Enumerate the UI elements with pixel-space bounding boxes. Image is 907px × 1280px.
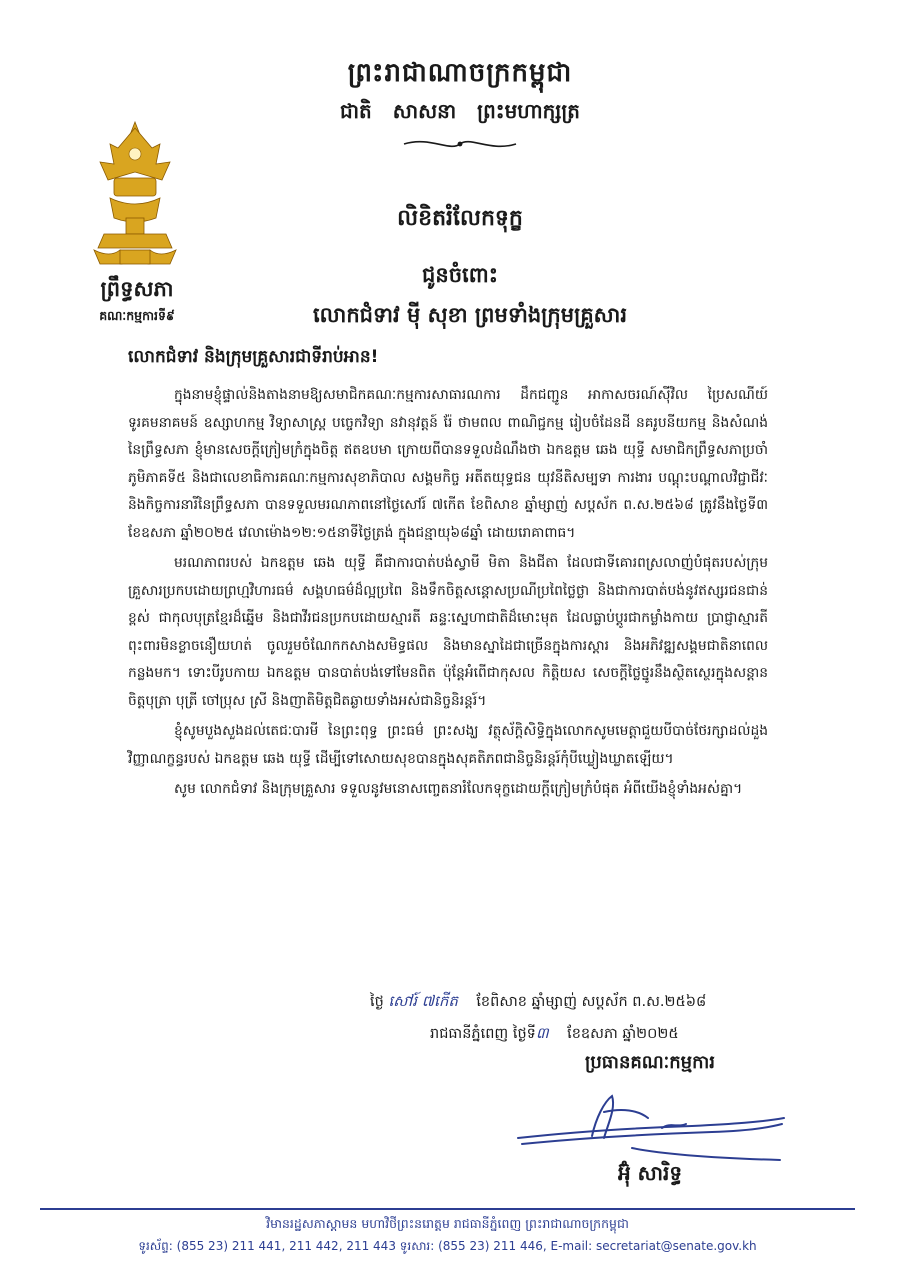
footer-contact: ទូរស័ព្ទ: (855 23) 211 441, 211 442, 211 443 ទូរសារ: (855 23) 211 446, E-mail: secretariat@senate.gov.kh	[138, 1239, 757, 1253]
body-paragraph: ក្នុងនាមខ្ញុំផ្ទាល់និងតាងនាមឱ្យសមាជិកគណៈកម្មការសាធារណការ ដឹកជញ្ជូន អាកាសចរណ៍ស៊ីវិល ប្រៃសណីយ៍ ទូរគមនាគមន៍ ឧស្សាហកម្ម វិទ្យាសាស្ត្រ បច្ចេកវិទ្យា នវានុវត្តន៍ រ៉ែ ថាមពល ពាណិជ្ជកម្ម រៀបចំដែនដី នគរូបនីយកម្ម និងសំណង់នៃព្រឹទ្ធសភា ខ្ញុំមានសេចក្តីក្រៀមក្រំក្នុងចិត្ត ឥតឧបមា ក្រោយពីបានទទួលដំណឹងថា ឯកឧត្តម ឆេង យុទ្ធី សមាជិកព្រឹទ្ធសភាប្រចាំភូមិភាគទី៥ និងជាលេខាធិការគណៈកម្មការសុខាភិបាល សង្គមកិច្ច អតីតយុទ្ធជន យុវនីតិសម្បទា ការងារ បណ្តុះបណ្តាលវិជ្ជាជីវៈ និងកិច្ចការនារីនៃព្រឹទ្ធសភា បានទទួលមរណភាពនៅថ្ងៃសៅរ៍ ៧កើត ខែពិសាខ ឆ្នាំម្សាញ់ សប្តស័ក ព.ស.២៥៦៨ ត្រូវនឹងថ្ងៃទី៣ ខែឧសភា ឆ្នាំ២០២៥ វេលាម៉ោង១២:១៥នាទីថ្ងៃត្រង់ ក្នុងជន្មាយុ៦៨ឆ្នាំ ដោយរោគាពាធ។	[128, 387, 768, 541]
document-title: លិខិតរំលែកទុក្ខ	[397, 205, 523, 231]
addressee-label: ជូនចំពោះ	[422, 262, 498, 287]
senate-emblem-icon	[90, 118, 180, 268]
solar-date-handwritten: ៣	[535, 1024, 549, 1042]
handwritten-signature	[512, 1088, 792, 1168]
footer-divider	[40, 1208, 855, 1210]
signatory-name: អ៊ុំ សារិទ្ធ	[617, 1161, 683, 1185]
salutation: លោកជំទាវ និងក្រុមគ្រួសារជាទីរាប់អាន!	[128, 347, 379, 367]
solar-date-line	[430, 1024, 850, 1046]
solar-date-prefix: រាជធានីភ្នំពេញ ថ្ងៃទី	[430, 1026, 536, 1042]
lunar-date-suffix: ខែពិសាខ ឆ្នាំម្សាញ់ សប្តស័ក ព.ស.២៥៦៨	[476, 994, 707, 1010]
kingdom-heading: ព្រះរាជាណាចក្រកម្ពុជា	[347, 58, 573, 88]
organization-name: ព្រឹទ្ធសភា	[100, 276, 174, 301]
lunar-date-prefix: ថ្ងៃ	[370, 994, 384, 1010]
divider-ornament	[400, 134, 520, 154]
body-paragraph: សូម លោកជំទាវ និងក្រុមគ្រួសារ ទទួលនូវមនោសញ្ចេតនារំលែកទុក្ខដោយក្តីក្រៀមក្រំបំផុត អំពីយើងខ្ញុំទាំងអស់គ្នា។	[174, 781, 743, 797]
signatory-title: ប្រធានគណៈកម្មការ	[585, 1052, 715, 1073]
body-paragraph: ខ្ញុំសូមបួងសួងដល់តេជៈបារមី នៃព្រះពុទ្ធ ព្រះធម៌ ព្រះសង្ឃ វត្ថុស័ក្តិសិទ្ធិក្នុងលោកសូមមេត្តាជួយបីបាច់ថែរក្សាដល់ដួងវិញ្ញាណក្ខន្ធរបស់ ឯកឧត្តម ឆេង យុទ្ធី ដើម្បីទៅសោយសុខបានក្នុងសុគតិភពជានិច្ចនិរន្តរ៍កុំបីឃ្លៀងឃ្លាតឡើយ។	[128, 723, 768, 767]
footer-address: វិមានរដ្ឋសភាស្តាមន មហាវិថីព្រះនរោត្តម រាជធានីភ្នំពេញ ព្រះរាជាណាចក្រកម្ពុជា	[266, 1216, 629, 1231]
solar-date-suffix: ខែឧសភា ឆ្នាំ២០២៥	[567, 1026, 679, 1042]
lunar-date-handwritten: សៅរ៍ ៧កើត	[388, 992, 458, 1010]
organization-unit: គណៈកម្មការទី៩	[99, 308, 175, 323]
addressee-name: លោកជំទាវ ម៉ី សុខា ព្រមទាំងក្រុមគ្រួសារ	[313, 302, 627, 327]
lunar-date-line	[370, 992, 830, 1014]
body-paragraph: មរណភាពរបស់ ឯកឧត្តម ឆេង យុទ្ធី គឺជាការបាត់បង់ស្វាមី មិតា និងជីតា ដែលជាទីគោរពស្រលាញ់បំផុតរបស់ក្រុមគ្រួសារប្រកបដោយព្រហ្មវិហារធម៌ សង្គហធម៌ដ៏ល្អប្រពៃ និងទឹកចិត្តសន្តោសប្រណីប្រពៃថ្លៃថ្លា និងជាការបាត់បង់នូវឥស្សរជនជាន់ខ្ពស់ ជាកុលបុត្រខ្មែរដ៏ឆ្នើម និងជាវីរជនប្រកបដោយស្មារតី ឆន្ទៈស្នេហាជាតិដ៏មោះមុត ដែលធ្លាប់ប្តូរជាកម្លាំងកាយ ប្រាជ្ញាស្មារតី ពុះពារមិនខ្លាចនឿយហត់ ចូលរួមចំណែកកសាងសមិទ្ធផល និងមានស្នាដៃជាច្រើនក្នុងការស្តារ និងអភិវឌ្ឍសង្គមជាតិនាពេលកន្លងមក។ ទោះបីរូបកាយ ឯកឧត្តម បានបាត់បង់ទៅមែនពិត ប៉ុន្តែអំពើជាកុសល កិត្តិយស សេចក្តីថ្លៃថ្នូរនឹងស្ថិតស្ថេរក្នុងសន្តានចិត្តបុត្រា បុត្រី ចៅប្រុស ស្រី និងញាតិមិត្តជិតឆ្ងាយទាំងអស់ជានិច្ចនិរន្តរ៍។	[128, 555, 768, 709]
national-motto: ជាតិ សាសនា ព្រះមហាក្សត្រ	[340, 99, 580, 123]
letter-body	[128, 382, 768, 807]
